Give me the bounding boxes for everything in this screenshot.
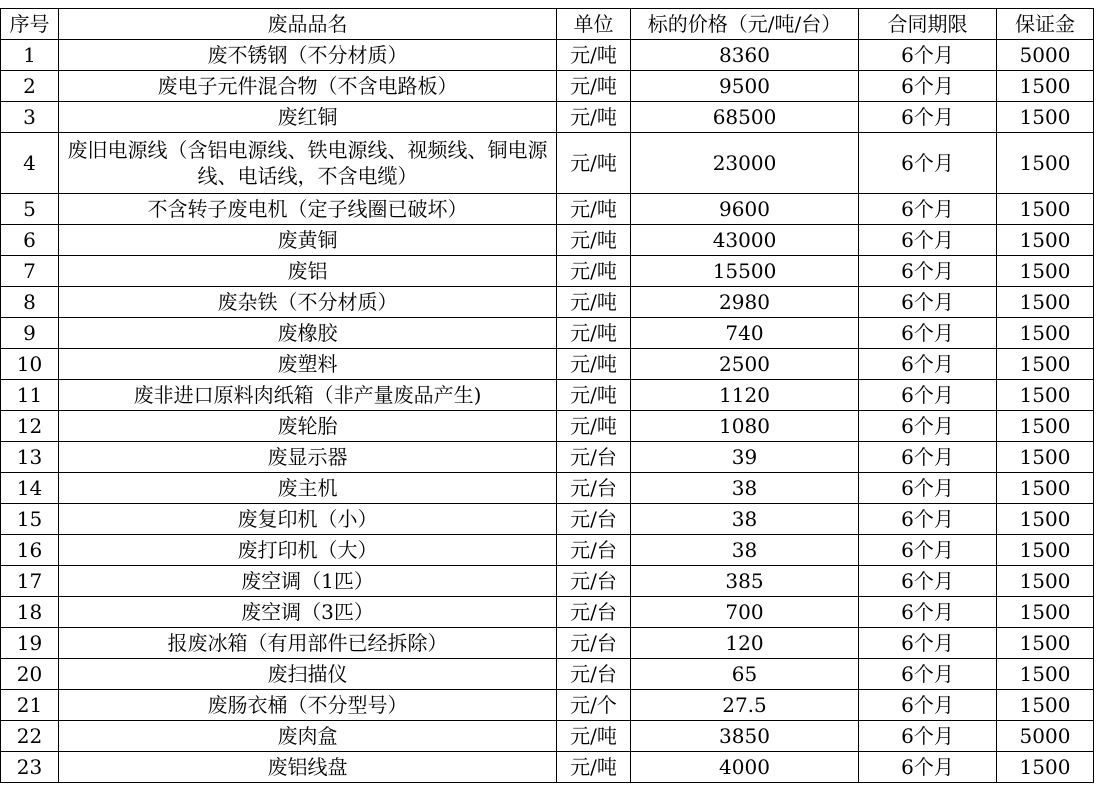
cell-price: 39 xyxy=(631,442,859,473)
cell-unit: 元/台 xyxy=(557,442,631,473)
cell-unit: 元/吨 xyxy=(557,287,631,318)
cell-unit: 元/台 xyxy=(557,504,631,535)
cell-unit: 元/吨 xyxy=(557,194,631,225)
cell-index: 12 xyxy=(1,411,59,442)
table-row xyxy=(1,597,1094,628)
cell-term: 6个月 xyxy=(859,194,997,225)
cell-deposit: 1500 xyxy=(997,659,1094,690)
cell-name: 废橡胶 xyxy=(59,318,557,349)
cell-deposit: 1500 xyxy=(997,442,1094,473)
cell-deposit: 1500 xyxy=(997,256,1094,287)
table-row xyxy=(1,473,1094,504)
cell-name: 废红铜 xyxy=(59,102,557,133)
cell-price: 9600 xyxy=(631,194,859,225)
table-body xyxy=(1,40,1094,783)
table-row xyxy=(1,71,1094,102)
cell-name: 废电子元件混合物（不含电路板） xyxy=(59,71,557,102)
table-row xyxy=(1,566,1094,597)
table-row xyxy=(1,133,1094,194)
cell-index: 6 xyxy=(1,225,59,256)
table-row xyxy=(1,349,1094,380)
cell-term: 6个月 xyxy=(859,256,997,287)
header-name: 废品品名 xyxy=(59,9,557,40)
cell-deposit: 1500 xyxy=(997,133,1094,194)
scrap-price-table xyxy=(0,8,1094,783)
cell-deposit: 1500 xyxy=(997,194,1094,225)
cell-price: 700 xyxy=(631,597,859,628)
cell-index: 17 xyxy=(1,566,59,597)
cell-index: 15 xyxy=(1,504,59,535)
cell-deposit: 1500 xyxy=(997,504,1094,535)
cell-name: 废铝 xyxy=(59,256,557,287)
cell-deposit: 1500 xyxy=(997,102,1094,133)
cell-price: 2500 xyxy=(631,349,859,380)
table-row xyxy=(1,40,1094,71)
cell-unit: 元/台 xyxy=(557,597,631,628)
cell-unit: 元/吨 xyxy=(557,349,631,380)
table-row xyxy=(1,380,1094,411)
cell-name: 废铝线盘 xyxy=(59,752,557,783)
cell-deposit: 1500 xyxy=(997,411,1094,442)
cell-deposit: 1500 xyxy=(997,535,1094,566)
cell-term: 6个月 xyxy=(859,411,997,442)
cell-price: 23000 xyxy=(631,133,859,194)
table-row xyxy=(1,752,1094,783)
cell-term: 6个月 xyxy=(859,380,997,411)
cell-unit: 元/吨 xyxy=(557,225,631,256)
cell-price: 4000 xyxy=(631,752,859,783)
table-row xyxy=(1,318,1094,349)
table-row xyxy=(1,287,1094,318)
cell-term: 6个月 xyxy=(859,690,997,721)
cell-name: 废肠衣桶（不分型号） xyxy=(59,690,557,721)
cell-term: 6个月 xyxy=(859,535,997,566)
cell-unit: 元/吨 xyxy=(557,721,631,752)
cell-term: 6个月 xyxy=(859,318,997,349)
cell-term: 6个月 xyxy=(859,659,997,690)
cell-index: 23 xyxy=(1,752,59,783)
cell-unit: 元/吨 xyxy=(557,71,631,102)
cell-index: 8 xyxy=(1,287,59,318)
cell-unit: 元/台 xyxy=(557,628,631,659)
cell-deposit: 5000 xyxy=(997,721,1094,752)
cell-name: 废塑料 xyxy=(59,349,557,380)
cell-unit: 元/吨 xyxy=(557,40,631,71)
cell-term: 6个月 xyxy=(859,628,997,659)
cell-name: 报废冰箱（有用部件已经拆除） xyxy=(59,628,557,659)
table-row xyxy=(1,411,1094,442)
cell-unit: 元/吨 xyxy=(557,752,631,783)
cell-term: 6个月 xyxy=(859,102,997,133)
cell-name: 废主机 xyxy=(59,473,557,504)
cell-name: 废肉盒 xyxy=(59,721,557,752)
cell-name: 废扫描仪 xyxy=(59,659,557,690)
cell-deposit: 1500 xyxy=(997,225,1094,256)
cell-term: 6个月 xyxy=(859,71,997,102)
table-row xyxy=(1,225,1094,256)
cell-name: 废空调（3匹） xyxy=(59,597,557,628)
cell-unit: 元/台 xyxy=(557,473,631,504)
table-row xyxy=(1,628,1094,659)
cell-price: 1120 xyxy=(631,380,859,411)
table-row xyxy=(1,194,1094,225)
cell-price: 43000 xyxy=(631,225,859,256)
cell-term: 6个月 xyxy=(859,566,997,597)
cell-unit: 元/台 xyxy=(557,535,631,566)
cell-price: 8360 xyxy=(631,40,859,71)
cell-name: 废不锈钢（不分材质） xyxy=(59,40,557,71)
cell-price: 15500 xyxy=(631,256,859,287)
cell-unit: 元/吨 xyxy=(557,318,631,349)
cell-index: 18 xyxy=(1,597,59,628)
header-unit: 单位 xyxy=(557,9,631,40)
cell-term: 6个月 xyxy=(859,40,997,71)
cell-name: 废显示器 xyxy=(59,442,557,473)
cell-term: 6个月 xyxy=(859,597,997,628)
cell-index: 20 xyxy=(1,659,59,690)
table-header-row xyxy=(1,9,1094,40)
cell-name: 废打印机（大） xyxy=(59,535,557,566)
cell-index: 1 xyxy=(1,40,59,71)
cell-index: 4 xyxy=(1,133,59,194)
cell-unit: 元/台 xyxy=(557,566,631,597)
table-row xyxy=(1,442,1094,473)
cell-term: 6个月 xyxy=(859,442,997,473)
cell-price: 2980 xyxy=(631,287,859,318)
header-term: 合同期限 xyxy=(859,9,997,40)
cell-price: 1080 xyxy=(631,411,859,442)
cell-name: 废黄铜 xyxy=(59,225,557,256)
cell-name: 废轮胎 xyxy=(59,411,557,442)
table-row xyxy=(1,256,1094,287)
cell-price: 38 xyxy=(631,473,859,504)
cell-price: 38 xyxy=(631,535,859,566)
header-price: 标的价格（元/吨/台） xyxy=(631,9,859,40)
cell-name: 废旧电源线（含铝电源线、铁电源线、视频线、铜电源线、电话线，不含电缆） xyxy=(59,133,557,194)
cell-deposit: 1500 xyxy=(997,473,1094,504)
cell-term: 6个月 xyxy=(859,721,997,752)
cell-deposit: 1500 xyxy=(997,71,1094,102)
header-deposit: 保证金 xyxy=(997,9,1094,40)
cell-deposit: 1500 xyxy=(997,566,1094,597)
cell-index: 14 xyxy=(1,473,59,504)
table-row xyxy=(1,659,1094,690)
cell-price: 27.5 xyxy=(631,690,859,721)
cell-unit: 元/个 xyxy=(557,690,631,721)
cell-index: 22 xyxy=(1,721,59,752)
cell-deposit: 1500 xyxy=(997,752,1094,783)
cell-index: 2 xyxy=(1,71,59,102)
cell-deposit: 1500 xyxy=(997,597,1094,628)
cell-name: 废复印机（小） xyxy=(59,504,557,535)
cell-unit: 元/吨 xyxy=(557,256,631,287)
cell-index: 9 xyxy=(1,318,59,349)
cell-deposit: 1500 xyxy=(997,349,1094,380)
cell-index: 10 xyxy=(1,349,59,380)
cell-price: 9500 xyxy=(631,71,859,102)
cell-index: 21 xyxy=(1,690,59,721)
table-row xyxy=(1,102,1094,133)
cell-term: 6个月 xyxy=(859,504,997,535)
cell-price: 385 xyxy=(631,566,859,597)
cell-unit: 元/台 xyxy=(557,659,631,690)
cell-term: 6个月 xyxy=(859,133,997,194)
cell-unit: 元/吨 xyxy=(557,380,631,411)
cell-name: 不含转子废电机（定子线圈已破坏） xyxy=(59,194,557,225)
cell-name: 废非进口原料肉纸箱（非产量废品产生) xyxy=(59,380,557,411)
cell-term: 6个月 xyxy=(859,349,997,380)
cell-deposit: 1500 xyxy=(997,380,1094,411)
cell-term: 6个月 xyxy=(859,473,997,504)
cell-price: 38 xyxy=(631,504,859,535)
table-row xyxy=(1,721,1094,752)
cell-index: 7 xyxy=(1,256,59,287)
cell-name: 废空调（1匹） xyxy=(59,566,557,597)
cell-deposit: 1500 xyxy=(997,628,1094,659)
cell-unit: 元/吨 xyxy=(557,133,631,194)
cell-price: 740 xyxy=(631,318,859,349)
header-index: 序号 xyxy=(1,9,59,40)
cell-price: 68500 xyxy=(631,102,859,133)
cell-term: 6个月 xyxy=(859,287,997,318)
cell-index: 3 xyxy=(1,102,59,133)
cell-index: 11 xyxy=(1,380,59,411)
cell-deposit: 1500 xyxy=(997,287,1094,318)
table-row xyxy=(1,504,1094,535)
cell-price: 3850 xyxy=(631,721,859,752)
table-row xyxy=(1,690,1094,721)
cell-name: 废杂铁（不分材质） xyxy=(59,287,557,318)
cell-index: 16 xyxy=(1,535,59,566)
cell-deposit: 1500 xyxy=(997,318,1094,349)
cell-unit: 元/吨 xyxy=(557,102,631,133)
table-row xyxy=(1,535,1094,566)
cell-deposit: 1500 xyxy=(997,690,1094,721)
cell-deposit: 5000 xyxy=(997,40,1094,71)
cell-index: 13 xyxy=(1,442,59,473)
cell-index: 5 xyxy=(1,194,59,225)
cell-term: 6个月 xyxy=(859,752,997,783)
cell-price: 120 xyxy=(631,628,859,659)
cell-price: 65 xyxy=(631,659,859,690)
cell-term: 6个月 xyxy=(859,225,997,256)
cell-unit: 元/吨 xyxy=(557,411,631,442)
cell-index: 19 xyxy=(1,628,59,659)
